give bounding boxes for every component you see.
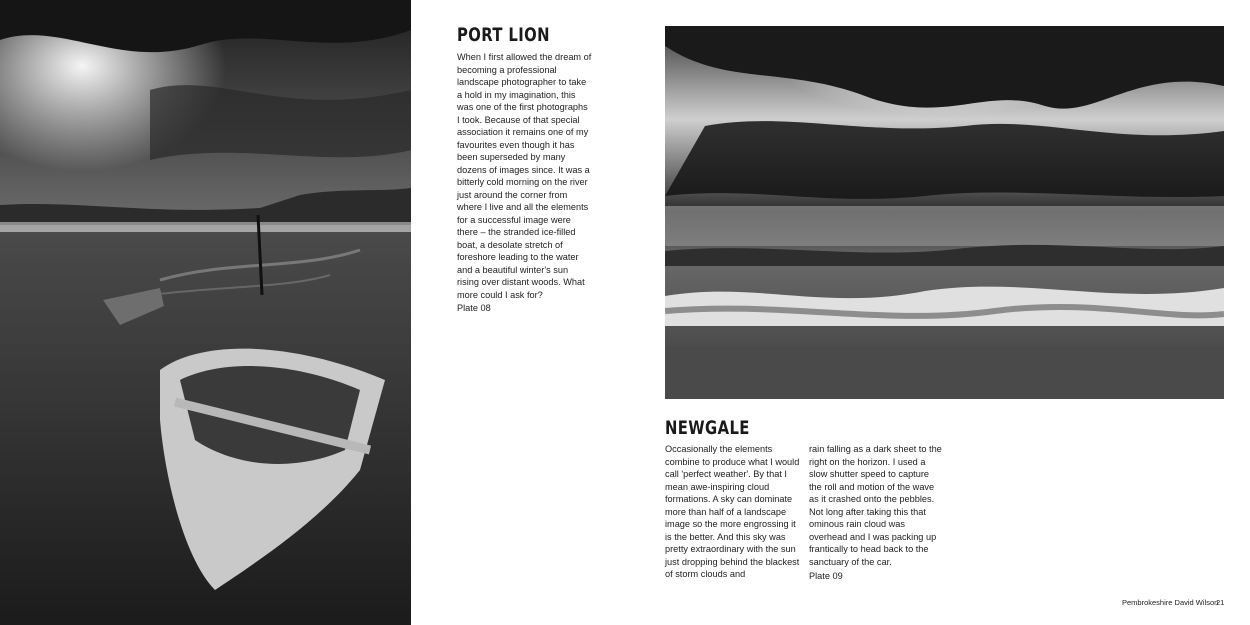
port-lion-body-text: When I first allowed the dream of becoming a professional landscape photographer to take a hold in my imagination, this was one of the first photographs I took. Because of that special association it remains one of my favourites even though it has been superseded by many dozens of images since. It was a bitterly cold morning on the river just around the corner from where I live and all the elements for a successful image were there – the stranded ice-filled boat, a desolate stretch of foreshore leading to the water and a beautiful winter's sun rising over distant woods. What more could I ask for? bbox=[457, 52, 592, 300]
newgale-body-column-2: rain falling as a dark sheet to the right on the horizon. I used a slow shutter speed to capture the roll and motion of the wave as it crashed onto the pebbles. Not long after taking this that ominous rain cloud was overhead and I was packing up frantically to head back to the sanctuary of the car. bbox=[809, 444, 942, 567]
newgale-heading: NEWGALE bbox=[665, 417, 750, 439]
port-lion-plate-label: Plate 08 bbox=[457, 303, 491, 313]
newgale-photo bbox=[665, 26, 1224, 399]
page-number: 21 bbox=[1216, 598, 1225, 607]
newgale-body-column-1: Occasionally the elements combine to produce what I would call 'perfect weather'. By that I mean awe-inspiring cloud formations. A sky can dominate more than half of a landscape image so the more engrossing it is the better. And this sky was pretty extraordinary with the sun just dropping behind the blackest of storm clouds and bbox=[665, 444, 800, 579]
port-lion-heading: PORT LION bbox=[457, 24, 550, 46]
running-title: Pembrokeshire David Wilson bbox=[1122, 598, 1219, 607]
newgale-plate-label: Plate 09 bbox=[809, 571, 843, 581]
port-lion-photo bbox=[0, 0, 411, 625]
